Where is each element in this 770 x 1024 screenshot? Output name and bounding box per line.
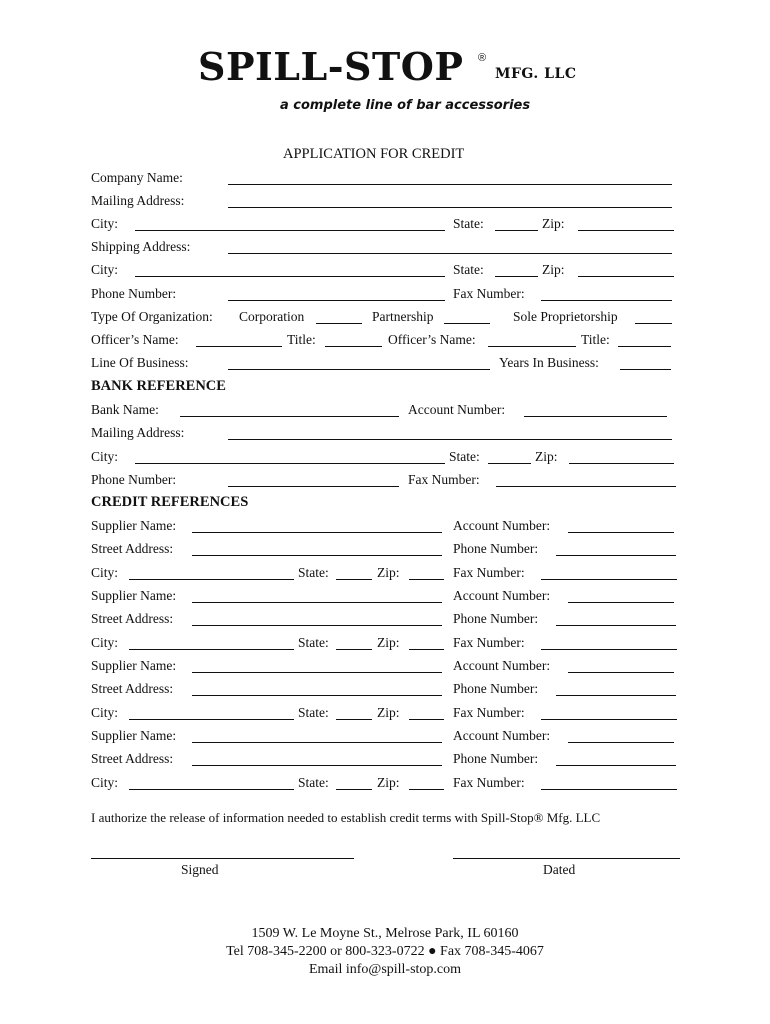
field-zip-4[interactable] xyxy=(409,789,444,790)
footer-phones: Tel 708-345-2200 or 800-323-0722 ● Fax 708-345-4067 xyxy=(226,944,544,959)
field-phone-number-4[interactable] xyxy=(556,765,676,766)
field-city-4[interactable] xyxy=(129,789,294,790)
field-city-2[interactable] xyxy=(135,276,445,277)
label-years-in-business: Years In Business: xyxy=(499,355,599,370)
field-years-in-business[interactable] xyxy=(620,369,671,370)
field-city[interactable] xyxy=(135,230,445,231)
logo-mfg: MFG. LLC xyxy=(495,66,577,82)
label-supplier-name-4: Supplier Name: xyxy=(91,728,177,743)
label-officer-name-2: Officer’s Name: xyxy=(388,332,476,347)
field-street-address-1[interactable] xyxy=(192,555,442,556)
field-fax-number-3[interactable] xyxy=(541,719,677,720)
field-street-address-2[interactable] xyxy=(192,625,442,626)
label-account-number-4: Account Number: xyxy=(453,728,551,743)
label-dated: Dated xyxy=(543,862,576,877)
label-zip-2: Zip: xyxy=(377,635,400,650)
field-zip-2[interactable] xyxy=(409,649,444,650)
label-state-1: State: xyxy=(298,565,329,580)
label-phone-number-2: Phone Number: xyxy=(453,611,539,626)
label-street-address-2: Street Address: xyxy=(91,611,174,626)
label-phone-number-1: Phone Number: xyxy=(453,541,539,556)
authorization-text: I authorize the release of information needed to establish credit terms with Spill-Stop® Mfg. LLC xyxy=(91,810,601,825)
label-fax-number-2: Fax Number: xyxy=(453,635,525,650)
logo-tagline: a complete line of bar accessories xyxy=(280,98,531,113)
label-zip-3: Zip: xyxy=(377,705,400,720)
field-city-3[interactable] xyxy=(129,719,294,720)
field-state-4[interactable] xyxy=(336,789,372,790)
label-bank-mailing: Mailing Address: xyxy=(91,425,185,440)
field-state[interactable] xyxy=(495,230,538,231)
label-state-3: State: xyxy=(298,705,329,720)
label-state: State: xyxy=(453,216,484,231)
label-type-org: Type Of Organization: xyxy=(91,309,213,324)
field-bank-name[interactable] xyxy=(180,416,399,417)
page-title: APPLICATION FOR CREDIT xyxy=(283,146,465,162)
field-phone-number-3[interactable] xyxy=(556,695,676,696)
label-bank-zip: Zip: xyxy=(535,449,558,464)
label-bank-account: Account Number: xyxy=(408,402,506,417)
label-street-address-3: Street Address: xyxy=(91,681,174,696)
field-supplier-name-2[interactable] xyxy=(192,602,442,603)
label-account-number-1: Account Number: xyxy=(453,518,551,533)
footer-address: 1509 W. Le Moyne St., Melrose Park, IL 60160 xyxy=(251,926,519,941)
field-shipping-address[interactable] xyxy=(228,253,672,254)
label-zip-2: Zip: xyxy=(542,262,565,277)
field-bank-zip[interactable] xyxy=(569,463,674,464)
field-account-number-3[interactable] xyxy=(568,672,674,673)
label-mailing-address: Mailing Address: xyxy=(91,193,185,208)
footer-email: Email info@spill-stop.com xyxy=(308,962,462,977)
label-bank-city: City: xyxy=(91,449,119,464)
bank-reference-heading: BANK REFERENCE xyxy=(91,378,226,394)
field-street-address-4[interactable] xyxy=(192,765,442,766)
label-state-2: State: xyxy=(298,635,329,650)
label-signed: Signed xyxy=(181,862,219,877)
field-bank-account[interactable] xyxy=(524,416,667,417)
label-bank-name: Bank Name: xyxy=(91,402,159,417)
field-bank-fax[interactable] xyxy=(496,486,676,487)
label-phone-number-4: Phone Number: xyxy=(453,751,539,766)
field-phone-number-1[interactable] xyxy=(556,555,676,556)
label-fax-number-4: Fax Number: xyxy=(453,775,525,790)
field-supplier-name-1[interactable] xyxy=(192,532,442,533)
field-zip-3[interactable] xyxy=(409,719,444,720)
label-city-1: City: xyxy=(91,565,119,580)
label-city-2: City: xyxy=(91,635,119,650)
field-state-2[interactable] xyxy=(495,276,538,277)
label-bank-state: State: xyxy=(449,449,480,464)
field-bank-mailing[interactable] xyxy=(228,439,672,440)
field-street-address-3[interactable] xyxy=(192,695,442,696)
label-city-3: City: xyxy=(91,705,119,720)
label-line-of-business: Line Of Business: xyxy=(91,355,189,370)
field-officer-name-1[interactable] xyxy=(196,346,282,347)
label-officer-name-1: Officer’s Name: xyxy=(91,332,179,347)
field-phone-number-2[interactable] xyxy=(556,625,676,626)
label-phone-number-3: Phone Number: xyxy=(453,681,539,696)
label-bank-phone: Phone Number: xyxy=(91,472,177,487)
field-line-of-business[interactable] xyxy=(228,369,490,370)
field-city-1[interactable] xyxy=(129,579,294,580)
label-zip-1: Zip: xyxy=(377,565,400,580)
label-state-4: State: xyxy=(298,775,329,790)
label-supplier-name-1: Supplier Name: xyxy=(91,518,177,533)
label-sole-proprietorship: Sole Proprietorship xyxy=(513,309,618,324)
logo xyxy=(198,44,463,89)
field-supplier-name-4[interactable] xyxy=(192,742,442,743)
label-zip: Zip: xyxy=(542,216,565,231)
date-line[interactable] xyxy=(453,858,680,859)
label-street-address-1: Street Address: xyxy=(91,541,174,556)
label-company-name: Company Name: xyxy=(91,170,183,185)
field-account-number-4[interactable] xyxy=(568,742,674,743)
credit-references-heading: CREDIT REFERENCES xyxy=(91,494,249,510)
field-zip[interactable] xyxy=(578,230,674,231)
label-state-2: State: xyxy=(453,262,484,277)
label-shipping-address: Shipping Address: xyxy=(91,239,191,254)
field-state-2[interactable] xyxy=(336,649,372,650)
field-sole-proprietorship[interactable] xyxy=(635,323,672,324)
field-state-3[interactable] xyxy=(336,719,372,720)
field-mailing-address[interactable] xyxy=(228,207,672,208)
label-corporation: Corporation xyxy=(239,309,305,324)
label-account-number-3: Account Number: xyxy=(453,658,551,673)
label-street-address-4: Street Address: xyxy=(91,751,174,766)
signature-line[interactable] xyxy=(91,858,354,859)
label-city-2: City: xyxy=(91,262,119,277)
field-fax-number-1[interactable] xyxy=(541,579,677,580)
field-supplier-name-3[interactable] xyxy=(192,672,442,673)
field-company-name[interactable] xyxy=(228,184,672,185)
field-fax-number-2[interactable] xyxy=(541,649,677,650)
field-officer-name-2[interactable] xyxy=(488,346,576,347)
field-zip-1[interactable] xyxy=(409,579,444,580)
field-bank-city[interactable] xyxy=(135,463,445,464)
field-fax[interactable] xyxy=(541,300,672,301)
field-account-number-1[interactable] xyxy=(568,532,674,533)
logo-brand: SPILL-STOP xyxy=(198,44,464,89)
field-corporation[interactable] xyxy=(316,323,362,324)
field-bank-phone[interactable] xyxy=(228,486,399,487)
field-title-2[interactable] xyxy=(618,346,671,347)
field-partnership[interactable] xyxy=(444,323,490,324)
field-bank-state[interactable] xyxy=(488,463,531,464)
label-phone: Phone Number: xyxy=(91,286,177,301)
field-city-2[interactable] xyxy=(129,649,294,650)
field-phone[interactable] xyxy=(228,300,445,301)
field-title-1[interactable] xyxy=(325,346,382,347)
field-zip-2[interactable] xyxy=(578,276,674,277)
label-fax-number-1: Fax Number: xyxy=(453,565,525,580)
label-bank-fax: Fax Number: xyxy=(408,472,480,487)
label-supplier-name-2: Supplier Name: xyxy=(91,588,177,603)
label-zip-4: Zip: xyxy=(377,775,400,790)
label-title-2: Title: xyxy=(581,332,610,347)
label-supplier-name-3: Supplier Name: xyxy=(91,658,177,673)
label-fax: Fax Number: xyxy=(453,286,525,301)
label-city: City: xyxy=(91,216,119,231)
label-fax-number-3: Fax Number: xyxy=(453,705,525,720)
field-fax-number-4[interactable] xyxy=(541,789,677,790)
label-city-4: City: xyxy=(91,775,119,790)
field-account-number-2[interactable] xyxy=(568,602,674,603)
label-account-number-2: Account Number: xyxy=(453,588,551,603)
label-title-1: Title: xyxy=(287,332,316,347)
registered-mark: ® xyxy=(478,52,487,64)
label-partnership: Partnership xyxy=(372,309,434,324)
field-state-1[interactable] xyxy=(336,579,372,580)
